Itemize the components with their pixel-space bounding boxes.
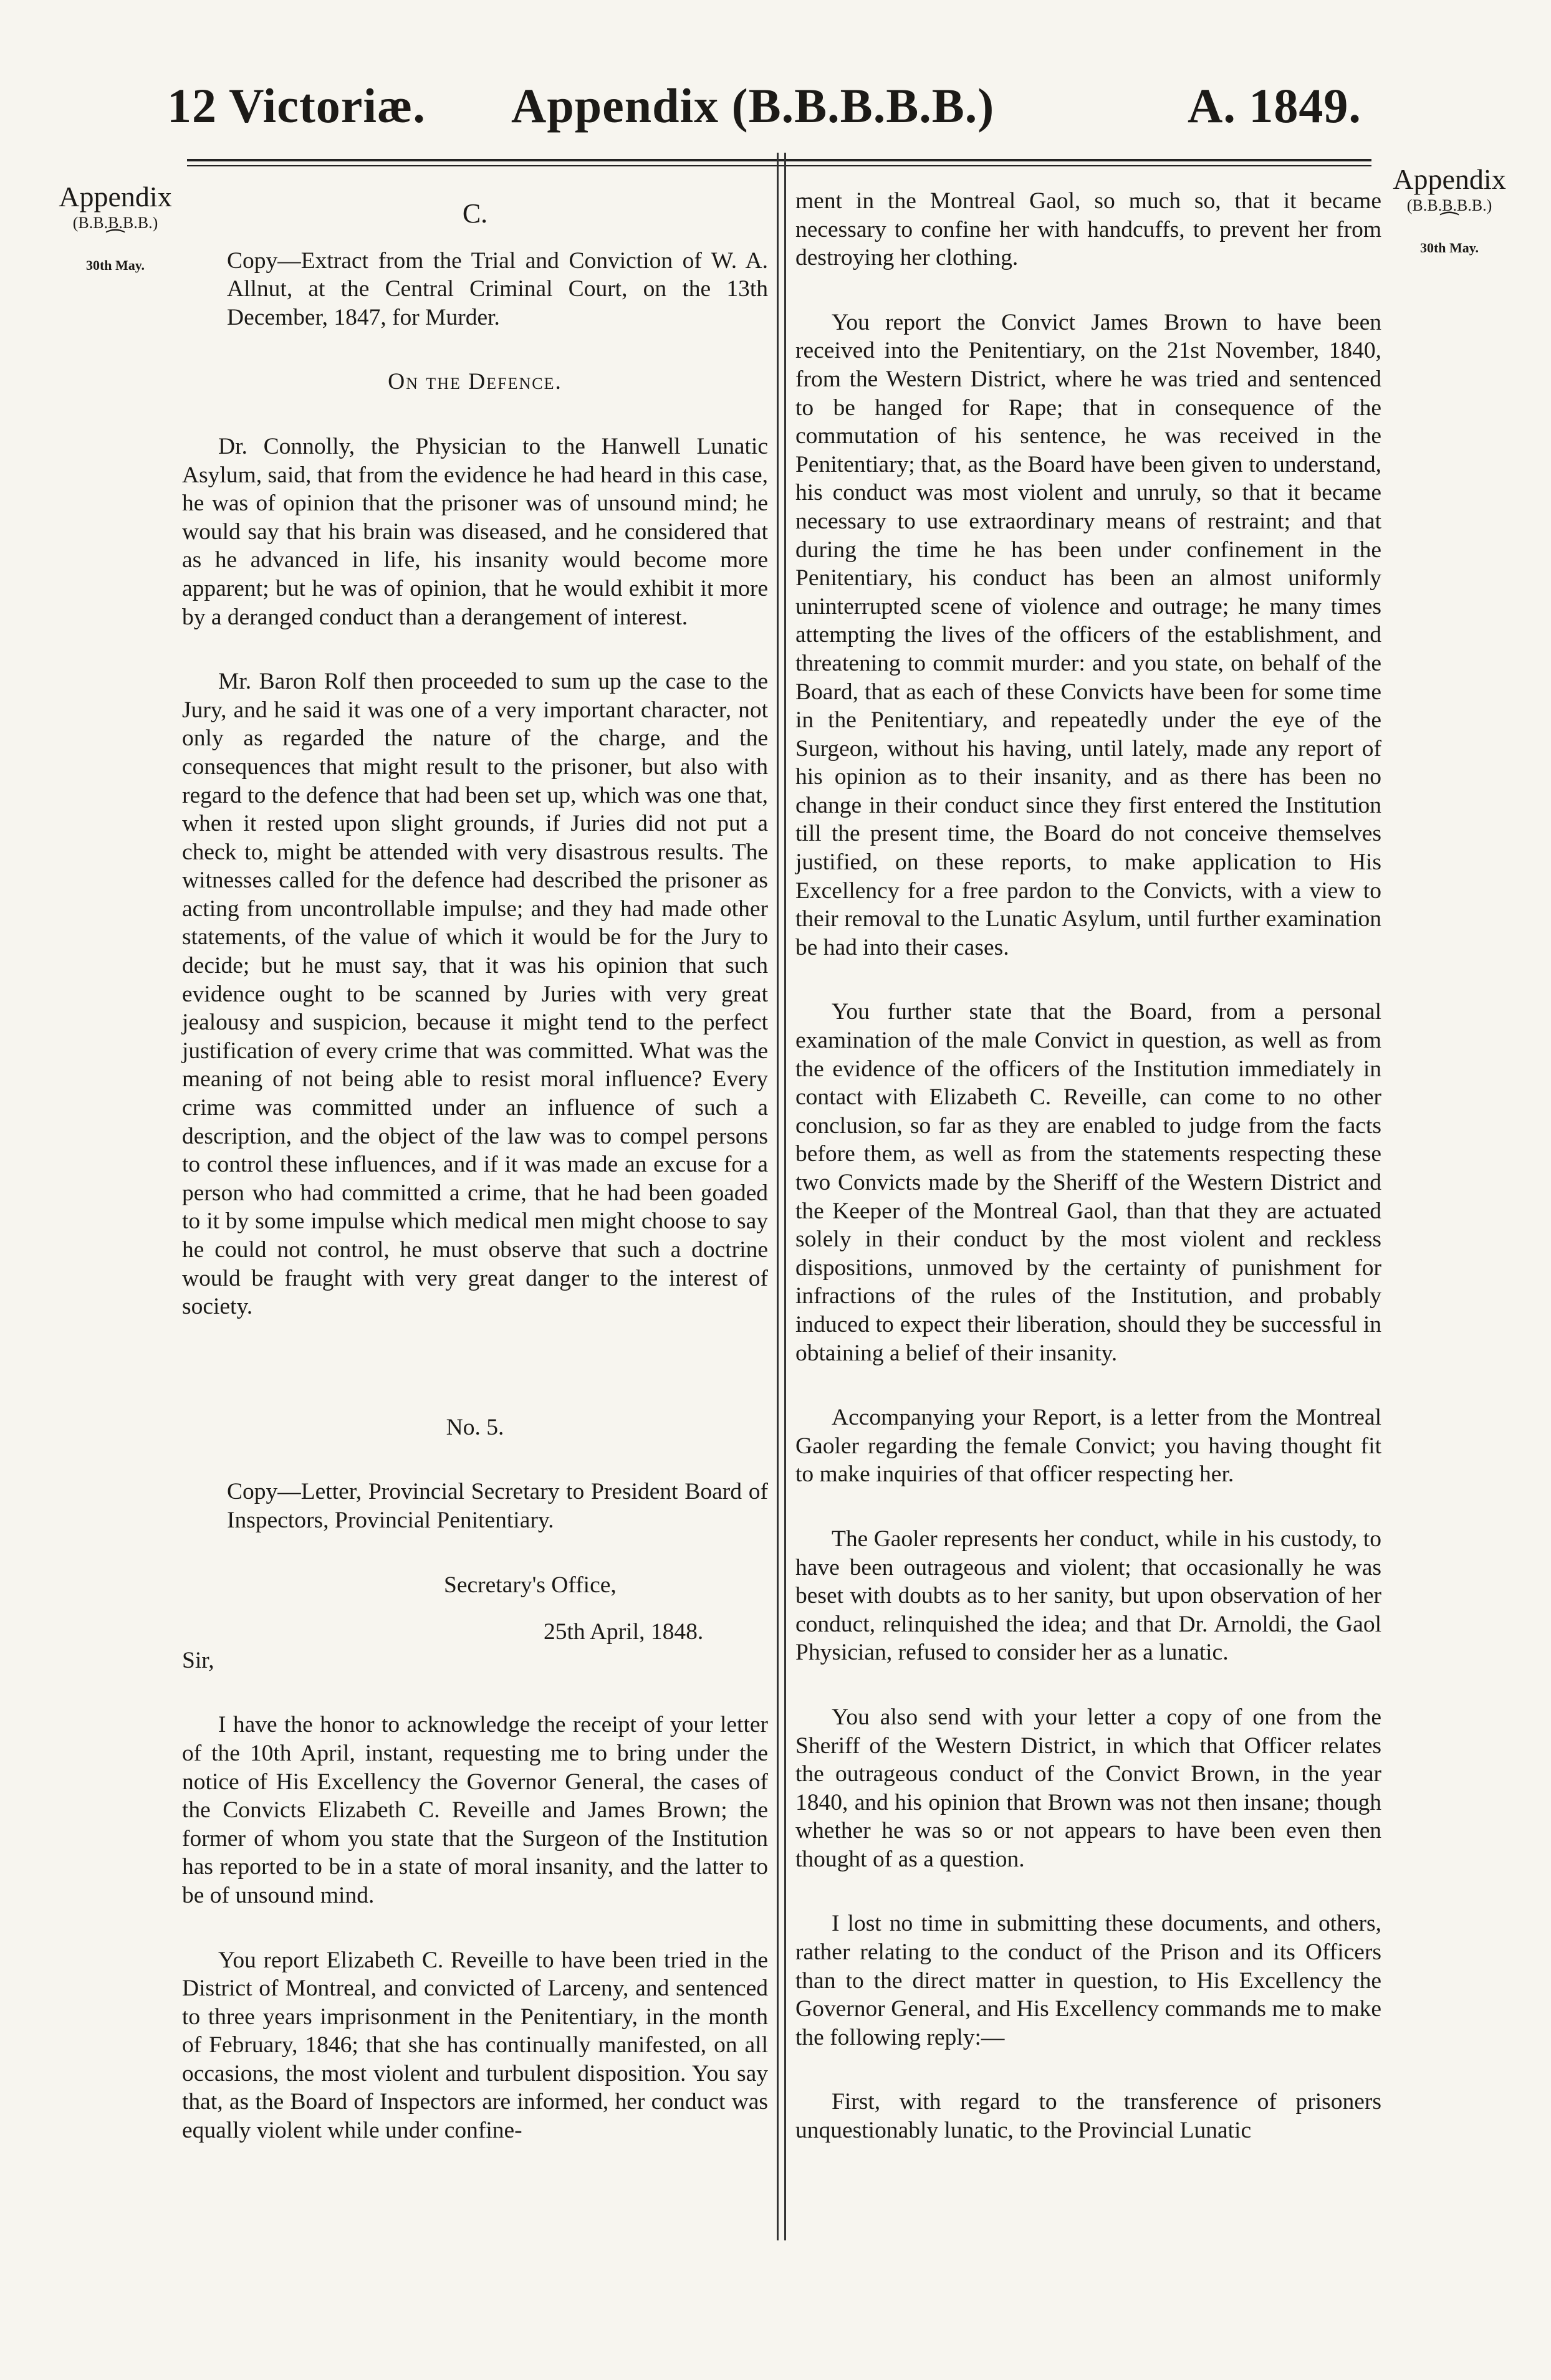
paragraph-rolf: Mr. Baron Rolf then proceeded to sum up the case to the Jury, and he said it was one of a very important character, not only as regarded the nature of the charge, and the consequences that might result to the prisoner, but also with regard to the defence that had been set up, which was one that, when it rested upon slight grounds, if Juries did not put a check to, might be attended with very disastrous results. The witnesses called for the defence had described the prisoner as acting from uncontrollable impulse; and they had made other statements, of the value of which it would be for the Jury to decide; but he must say, that it was his opinion that such evidence ought to be scanned by Juries with very great jealousy and suspicion, because it might tend to the perfect justification of every crime that was committed. What was the meaning of not being able to resist moral influence? Every crime was committed under an influence of such a description, and the object of the law was to compel persons to control these influences, and if it was made an excuse for a person who had committed a crime, that he had been goaded to it by some impulse which medical men might choose to say he could not control, he must observe that such a doctrine would be fraught with very great danger to the interest of society. <box>182 669 768 1320</box>
letter-heading <box>182 1478 768 1534</box>
paragraph-reveille: You report Elizabeth C. Reveille to have been tried in the District of Montreal, and convicted of Larceny, and sentenced to three years imprisonment in the Penitentiary, in the month of February, 1846; that she has continually manifested, on all occasions, the most violent and turbulent disposition. You say that, as the Board of Inspectors are informed, her conduct was equally violent while under confine- <box>182 1947 768 2144</box>
section-heading-c: C. <box>462 198 488 229</box>
paragraph-accompanying: Accompanying your Report, is a letter from the Montreal Gaoler regarding the female Convict; you having thought fit to make inquiries of that officer respecting her. <box>795 1405 1381 1488</box>
right-column <box>795 187 1381 2145</box>
margin-date: 30th May. <box>85 257 145 274</box>
paragraph-sheriff: You also send with your letter a copy of one from the Sheriff of the Western District, in which that Officer relates the outrageous conduct of the Convict Brown, in the year 1840, and his opinion that Brown was not then insane; though whether he was so or not appears to have been even then thought of as a question. <box>795 1704 1381 1872</box>
paragraph-submission: I lost no time in submitting these documents, and others, rather relating to the conduct of the Prison and its Officers than to the direct matter in question, to His Excellency the Governor General, and His Excellency commands me to make the following reply:— <box>795 1911 1381 2050</box>
header-regnal-year: 12 Victoriæ. <box>167 79 426 133</box>
section-heading-no5: No. 5. <box>446 1414 504 1440</box>
paragraph-brown: You report the Convict James Brown to have been received into the Penitentiary, on the 21st November, 1840, from the Western District, where he was tried and sentenced to be hanged for Rape; that in consequence of the commutation of his sentence, he was received in the Penitentiary; that, as the Board have been given to understand, his conduct was most violent and unruly, so that it became necessary to use extraordinary means of restraint; and that during the time he has been under confinement in the Penitentiary, his conduct has been an almost uniformly uninterrupted scene of violence and outrage; he many times attempting the lives of the officers of the establishment, and threatening to commit murder: and you state, on behalf of the Board, that as each of these Convicts have been for some time in the Penitentiary, and repeatedly under the eye of the Surgeon, without his having, until lately, made any report of his opinion as to their insanity, and as there has been no change in their conduct since they first entered the Institution till the present time, the Board do not conceive themselves justified, on these reports, to make application to His Excellency for a free pardon to the Convicts, with a view to their removal to the Lunatic Asylum, until further examination be had into their cases. <box>795 309 1381 960</box>
left-column <box>182 199 768 2145</box>
margin-note-left <box>44 181 187 273</box>
margin-note-right <box>1371 163 1527 256</box>
margin-appendix-code: (B.B.B.B.B.) <box>72 213 158 232</box>
paragraph-connolly: Dr. Connolly, the Physician to the Hanwell Lunatic Asylum, said, that from the evidence he had heard in this case, he was of opinion that the prisoner was of unsound mind; he would say that his brain was diseased, and he considered that as he advanced in life, his insanity would become more apparent; but he was of opinion, that he would exhibit it more by a deranged conduct than a derangement of interest. <box>182 433 768 630</box>
running-header <box>0 65 1551 140</box>
column-divider <box>777 153 779 2240</box>
letter-date: 25th April, 1848. <box>544 1619 704 1645</box>
paragraph-gaoler: The Gaoler represents her conduct, while in his custody, to have been outrageous and violent; that occasionally he was beset with doubts as to her sanity, but upon observation of her conduct, relinquished the idea; and that Dr. Arnoldi, the Gaol Physician, refused to consider her as a lunatic. <box>795 1526 1381 1666</box>
letter-heading-text: Copy—Letter, Provincial Secretary to President Board of Inspectors, Provincial Penitentiary. <box>227 1479 768 1533</box>
header-rule-thin <box>187 165 1371 166</box>
paragraph-further: You further state that the Board, from a personal examination of the male Convict in question, as well as from the evidence of the officers of the Institution immediately in contact with Elizabeth C. Reveille, can come to no other conclusion, so far as they are enabled to judge from the facts before them, as well as from the statements respecting these two Convicts made by the Sheriff of the Western District and the Keeper of the Montreal Gaol, than that they are actuated solely in their conduct by the most violent and reckless dispositions, unmoved by the certainty of punishment for infractions of the rules of the Institution, and probably induced to expect their liberation, should they be successful in obtaining a belief of their insanity. <box>795 999 1381 1366</box>
paragraph-acknowledge: I have the honor to acknowledge the receipt of your letter of the 10th April, instant, requesting me to bring under the notice of His Excellency the Governor General, the cases of the Convicts Elizabeth C. Reveille and James Brown; the former of whom you state that the Surgeon of the Institution has reported to be in a state of moral insanity, and the latter to be of unsound mind. <box>182 1712 768 1908</box>
header-year: A. 1849. <box>1188 79 1361 133</box>
margin-date: 30th May. <box>1419 240 1479 256</box>
header-appendix-title: Appendix (B.B.B.B.B.) <box>511 79 995 133</box>
column-divider-second <box>784 153 786 2240</box>
letter-office: Secretary's Office, <box>444 1572 617 1598</box>
margin-flourish: ⁀ <box>107 230 124 254</box>
extract-heading <box>182 247 768 332</box>
header-rule <box>187 159 1371 161</box>
letter-salutation: Sir, <box>182 1647 214 1673</box>
margin-appendix-label: Appendix <box>59 181 172 213</box>
on-the-defence-heading: On the Defence. <box>388 369 562 395</box>
paragraph-continued: ment in the Montreal Gaol, so much so, that it became necessary to confine her with handcuffs, to prevent her from destroying her clothing. <box>795 188 1381 271</box>
paragraph-first: First, with regard to the transference of prisoners unquestionably lunatic, to the Provincial Lunatic <box>795 2089 1381 2144</box>
margin-appendix-code: (B.B.B.B.B.) <box>1406 196 1492 214</box>
margin-appendix-label: Appendix <box>1393 163 1506 195</box>
extract-heading-text: Copy—Extract from the Trial and Conviction of W. A. Allnut, at the Central Criminal Court, on the 13th December, 1847, for Murder. <box>227 247 768 330</box>
margin-flourish: ⁀ <box>1441 213 1458 236</box>
